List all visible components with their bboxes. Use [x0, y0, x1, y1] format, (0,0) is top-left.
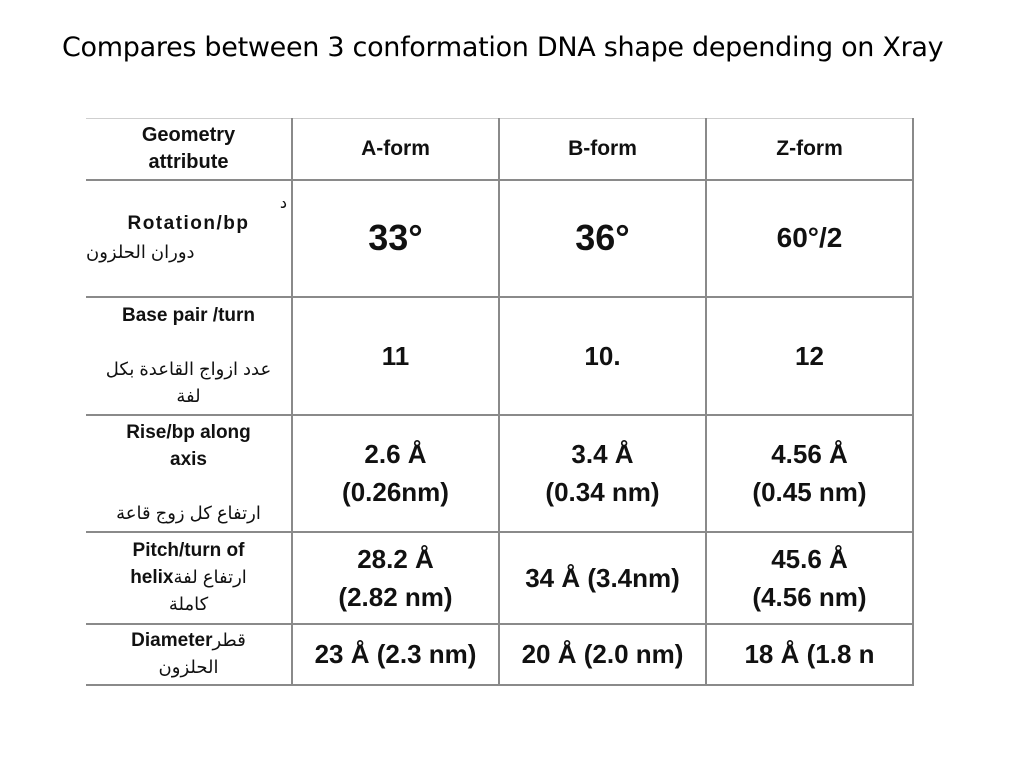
rise-z-cell [706, 415, 913, 532]
header-a-form: A-form [292, 119, 499, 180]
table-row-rise [86, 415, 913, 532]
pitch-label-ar-3: كاملة [168, 594, 209, 615]
header-attribute-line2: attribute [148, 150, 229, 173]
header-z-form: Z-form [706, 119, 913, 180]
row-label-diameter [86, 624, 292, 685]
rise-z-nm: (0.45 nm) [752, 477, 867, 508]
pitch-label-ar-2: ارتفاع لفة [173, 567, 247, 588]
table [86, 118, 914, 686]
pitch-label-2: helix [130, 567, 174, 589]
rise-b-cell [499, 415, 706, 532]
row-label-rise [86, 415, 292, 532]
rise-a-angstrom: 2.6 Å [364, 439, 427, 470]
rotation-b-value: 36° [499, 180, 706, 297]
rise-a-cell [292, 415, 499, 532]
base-pair-a-value: 11 [292, 297, 499, 415]
diameter-label-ar-2: الحلزون [158, 657, 219, 678]
diameter-z-value: 18 Å (1.8 n [706, 624, 913, 685]
pitch-z-angstrom: 45.6 Å [771, 543, 848, 574]
pitch-z-cell [706, 532, 913, 624]
header-attribute [86, 119, 292, 180]
table-row-diameter [86, 624, 913, 685]
rotation-label-ar: دوران الحلزون [86, 242, 195, 263]
slide-title: Compares between 3 conformation DNA shape depending on Xray [62, 32, 944, 63]
rise-b-angstrom: 3.4 Å [571, 439, 634, 470]
row-label-rotation [86, 180, 292, 297]
rise-a-nm: (0.26nm) [342, 477, 449, 508]
rise-b-nm: (0.34 nm) [545, 477, 660, 508]
pitch-b-value: 34 Å (3.4nm) [499, 532, 706, 624]
diameter-label: Diameter [131, 630, 213, 652]
rise-z-angstrom: 4.56 Å [771, 439, 848, 470]
header-b-form: B-form [499, 119, 706, 180]
base-pair-label-ar-2: لفة [176, 385, 201, 406]
base-pair-label-ar-1: عدد ازواج القاعدة بكل [105, 358, 272, 379]
header-row [86, 119, 913, 180]
rise-label-1: Rise/bp along [126, 422, 251, 444]
diameter-label-ar-1: قطر [212, 630, 246, 651]
base-pair-label: Base pair /turn [121, 304, 256, 326]
rotation-z-value: 60°/2 [706, 180, 913, 297]
header-attribute-line1: Geometry [141, 123, 236, 146]
rise-label-2: axis [170, 449, 207, 471]
pitch-a-nm: (2.82 nm) [338, 581, 453, 612]
base-pair-z-value: 12 [706, 297, 913, 415]
rotation-a-value: 33° [292, 180, 499, 297]
pitch-a-angstrom: 28.2 Å [357, 543, 434, 574]
base-pair-b-value: 10. [499, 297, 706, 415]
dna-comparison-table [86, 118, 914, 686]
diameter-a-value: 23 Å (2.3 nm) [292, 624, 499, 685]
pitch-a-cell [292, 532, 499, 624]
table-row-pitch [86, 532, 913, 624]
rise-label-ar: ارتفاع كل زوج قاعة [116, 503, 261, 524]
row-label-base-pair [86, 297, 292, 415]
table-row-base-pair [86, 297, 913, 415]
rotation-label-mark: د [279, 194, 287, 212]
row-label-pitch [86, 532, 292, 624]
diameter-b-value: 20 Å (2.0 nm) [499, 624, 706, 685]
rotation-label: Rotation/bp [127, 213, 250, 235]
pitch-z-nm: (4.56 nm) [752, 581, 867, 612]
pitch-label-1: Pitch/turn of [132, 540, 245, 562]
table-row-rotation [86, 180, 913, 297]
